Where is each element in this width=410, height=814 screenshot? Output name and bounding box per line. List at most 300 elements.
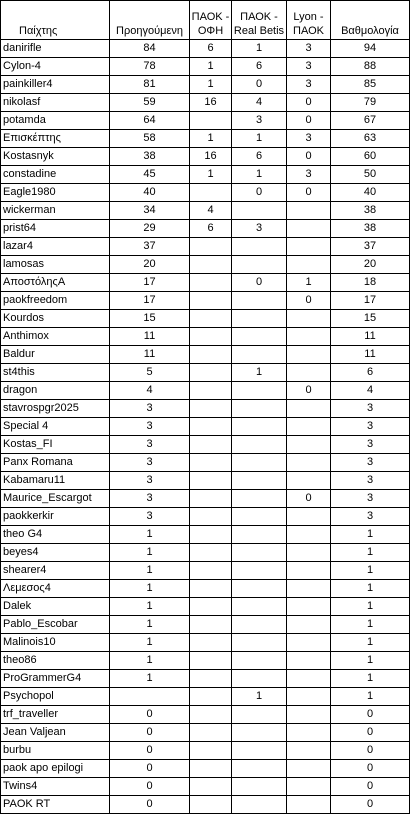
previous-points-cell: 0 (110, 706, 190, 724)
match-2-points-cell: 0 (232, 184, 287, 202)
previous-points-cell: 11 (110, 328, 190, 346)
match-3-points-cell (287, 472, 331, 490)
player-name-cell: lazar4 (1, 238, 110, 256)
previous-points-cell: 1 (110, 598, 190, 616)
match-3-points-cell (287, 796, 331, 814)
match-2-points-cell: 3 (232, 220, 287, 238)
match-2-points-cell (232, 652, 287, 670)
total-points-cell: 1 (331, 616, 410, 634)
total-points-cell: 0 (331, 778, 410, 796)
previous-points-cell: 0 (110, 742, 190, 760)
match-2-points-cell (232, 310, 287, 328)
match-2-points-cell (232, 580, 287, 598)
table-row (1, 418, 410, 436)
match-2-points-cell (232, 706, 287, 724)
table-row (1, 130, 410, 148)
total-points-cell: 1 (331, 598, 410, 616)
total-points-cell: 37 (331, 238, 410, 256)
match-1-points-cell (190, 328, 232, 346)
match-1-points-cell (190, 616, 232, 634)
table-row (1, 328, 410, 346)
total-points-cell: 3 (331, 436, 410, 454)
player-name-cell: ΑποστόληςΑ (1, 274, 110, 292)
match-2-points-cell (232, 742, 287, 760)
match-3-points-cell (287, 256, 331, 274)
table-row (1, 382, 410, 400)
match-2-points-cell (232, 796, 287, 814)
match-1-points-cell (190, 580, 232, 598)
previous-points-cell: 3 (110, 436, 190, 454)
match-2-points-cell (232, 436, 287, 454)
table-row (1, 472, 410, 490)
match-3-points-cell (287, 652, 331, 670)
match-3-points-cell (287, 508, 331, 526)
previous-points-cell: 1 (110, 652, 190, 670)
match-3-points-cell: 1 (287, 274, 331, 292)
total-points-cell: 1 (331, 652, 410, 670)
match-3-points-cell (287, 706, 331, 724)
table-row (1, 40, 410, 58)
match-2-points-cell: 0 (232, 76, 287, 94)
table-row (1, 274, 410, 292)
table-row (1, 508, 410, 526)
match-2-points-cell (232, 544, 287, 562)
player-name-cell: ProGrammerG4 (1, 670, 110, 688)
match-1-points-cell (190, 706, 232, 724)
match-2-points-cell (232, 724, 287, 742)
previous-points-cell: 1 (110, 526, 190, 544)
table-row (1, 778, 410, 796)
match-1-points-cell (190, 400, 232, 418)
player-name-cell: wickerman (1, 202, 110, 220)
previous-points-cell: 1 (110, 670, 190, 688)
match-1-points-cell (190, 112, 232, 130)
match-3-points-cell (287, 670, 331, 688)
player-name-cell: Psychopol (1, 688, 110, 706)
total-points-cell: 85 (331, 76, 410, 94)
table-row (1, 202, 410, 220)
table-row (1, 364, 410, 382)
match-3-points-cell (287, 616, 331, 634)
player-name-cell: Anthimox (1, 328, 110, 346)
table-row (1, 616, 410, 634)
player-name-cell: theo86 (1, 652, 110, 670)
match-1-points-cell (190, 670, 232, 688)
player-name-cell: beyes4 (1, 544, 110, 562)
player-name-cell: shearer4 (1, 562, 110, 580)
total-points-cell: 1 (331, 526, 410, 544)
match-1-points-cell (190, 472, 232, 490)
player-name-cell: dragon (1, 382, 110, 400)
total-points-cell: 0 (331, 742, 410, 760)
match-1-points-cell (190, 508, 232, 526)
match-2-points-cell: 3 (232, 112, 287, 130)
match-2-points-cell (232, 238, 287, 256)
table-row (1, 544, 410, 562)
previous-points-cell: 17 (110, 292, 190, 310)
header-total: Βαθμολογία (331, 1, 410, 40)
match-3-points-cell (287, 634, 331, 652)
total-points-cell: 60 (331, 148, 410, 166)
previous-points-cell (110, 688, 190, 706)
table-row (1, 256, 410, 274)
match-2-points-cell (232, 400, 287, 418)
match-3-points-cell (287, 364, 331, 382)
table-row (1, 148, 410, 166)
player-name-cell: paokfreedom (1, 292, 110, 310)
match-1-points-cell (190, 544, 232, 562)
player-name-cell: nikolasf (1, 94, 110, 112)
player-name-cell: Επισκέπτης (1, 130, 110, 148)
player-name-cell: trf_traveller (1, 706, 110, 724)
player-name-cell: potamda (1, 112, 110, 130)
player-name-cell: st4this (1, 364, 110, 382)
previous-points-cell: 1 (110, 580, 190, 598)
match-3-points-cell (287, 724, 331, 742)
table-row (1, 724, 410, 742)
match-3-points-cell (287, 436, 331, 454)
total-points-cell: 38 (331, 202, 410, 220)
table-row (1, 436, 410, 454)
match-1-points-cell: 1 (190, 130, 232, 148)
previous-points-cell: 1 (110, 634, 190, 652)
table-row (1, 184, 410, 202)
match-2-points-cell (232, 670, 287, 688)
match-1-points-cell (190, 418, 232, 436)
player-name-cell: Jean Valjean (1, 724, 110, 742)
table-row (1, 346, 410, 364)
match-1-points-cell (190, 688, 232, 706)
player-name-cell: Dalek (1, 598, 110, 616)
match-1-points-cell (190, 562, 232, 580)
table-row (1, 760, 410, 778)
total-points-cell: 0 (331, 760, 410, 778)
table-row (1, 526, 410, 544)
total-points-cell: 1 (331, 634, 410, 652)
header-match-1: ΠΑΟΚ - ΟΦΗ (190, 1, 232, 40)
match-2-points-cell (232, 598, 287, 616)
match-3-points-cell: 0 (287, 184, 331, 202)
match-1-points-cell: 16 (190, 148, 232, 166)
table-body (1, 40, 410, 814)
table-row (1, 58, 410, 76)
match-2-points-cell (232, 526, 287, 544)
total-points-cell: 67 (331, 112, 410, 130)
match-3-points-cell (287, 220, 331, 238)
player-name-cell: lamosas (1, 256, 110, 274)
match-1-points-cell (190, 436, 232, 454)
match-3-points-cell (287, 562, 331, 580)
match-1-points-cell (190, 184, 232, 202)
player-name-cell: Kourdos (1, 310, 110, 328)
total-points-cell: 79 (331, 94, 410, 112)
total-points-cell: 40 (331, 184, 410, 202)
previous-points-cell: 38 (110, 148, 190, 166)
table-row (1, 94, 410, 112)
previous-points-cell: 29 (110, 220, 190, 238)
match-3-points-cell: 3 (287, 76, 331, 94)
match-1-points-cell: 6 (190, 40, 232, 58)
total-points-cell: 3 (331, 454, 410, 472)
match-2-points-cell: 6 (232, 58, 287, 76)
match-3-points-cell (287, 202, 331, 220)
total-points-cell: 1 (331, 688, 410, 706)
previous-points-cell: 1 (110, 616, 190, 634)
match-3-points-cell (287, 778, 331, 796)
match-1-points-cell (190, 526, 232, 544)
player-name-cell: Malinois10 (1, 634, 110, 652)
total-points-cell: 1 (331, 670, 410, 688)
player-name-cell: prist64 (1, 220, 110, 238)
previous-points-cell: 40 (110, 184, 190, 202)
previous-points-cell: 0 (110, 760, 190, 778)
match-1-points-cell: 4 (190, 202, 232, 220)
match-1-points-cell (190, 778, 232, 796)
match-3-points-cell (287, 238, 331, 256)
match-2-points-cell (232, 292, 287, 310)
match-1-points-cell (190, 652, 232, 670)
match-3-points-cell (287, 346, 331, 364)
match-1-points-cell (190, 724, 232, 742)
match-3-points-cell: 0 (287, 112, 331, 130)
table-row (1, 76, 410, 94)
match-1-points-cell (190, 382, 232, 400)
table-row (1, 634, 410, 652)
total-points-cell: 17 (331, 292, 410, 310)
previous-points-cell: 0 (110, 724, 190, 742)
match-1-points-cell (190, 454, 232, 472)
previous-points-cell: 1 (110, 544, 190, 562)
match-2-points-cell (232, 778, 287, 796)
player-name-cell: painkiller4 (1, 76, 110, 94)
match-3-points-cell (287, 688, 331, 706)
previous-points-cell: 58 (110, 130, 190, 148)
match-2-points-cell (232, 202, 287, 220)
total-points-cell: 3 (331, 490, 410, 508)
previous-points-cell: 59 (110, 94, 190, 112)
header-row (1, 1, 410, 40)
match-3-points-cell: 3 (287, 58, 331, 76)
previous-points-cell: 3 (110, 418, 190, 436)
total-points-cell: 1 (331, 580, 410, 598)
match-3-points-cell (287, 454, 331, 472)
match-1-points-cell (190, 256, 232, 274)
player-name-cell: Maurice_Escargot (1, 490, 110, 508)
previous-points-cell: 4 (110, 382, 190, 400)
match-3-points-cell: 0 (287, 292, 331, 310)
match-2-points-cell (232, 562, 287, 580)
match-1-points-cell (190, 274, 232, 292)
header-match-3: Lyon - ΠΑΟΚ (287, 1, 331, 40)
player-name-cell: Kostas_FI (1, 436, 110, 454)
header-match-2: ΠΑΟΚ - Real Betis (232, 1, 287, 40)
previous-points-cell: 37 (110, 238, 190, 256)
total-points-cell: 50 (331, 166, 410, 184)
total-points-cell: 3 (331, 400, 410, 418)
previous-points-cell: 3 (110, 454, 190, 472)
total-points-cell: 0 (331, 796, 410, 814)
match-1-points-cell: 1 (190, 166, 232, 184)
match-1-points-cell (190, 634, 232, 652)
previous-points-cell: 64 (110, 112, 190, 130)
match-2-points-cell (232, 616, 287, 634)
player-name-cell: burbu (1, 742, 110, 760)
match-1-points-cell (190, 760, 232, 778)
match-3-points-cell (287, 526, 331, 544)
match-1-points-cell: 1 (190, 58, 232, 76)
match-2-points-cell: 6 (232, 148, 287, 166)
match-1-points-cell (190, 292, 232, 310)
match-2-points-cell: 4 (232, 94, 287, 112)
match-2-points-cell (232, 256, 287, 274)
table-row (1, 112, 410, 130)
match-3-points-cell (287, 598, 331, 616)
match-3-points-cell: 3 (287, 166, 331, 184)
previous-points-cell: 3 (110, 472, 190, 490)
match-3-points-cell: 3 (287, 40, 331, 58)
total-points-cell: 11 (331, 328, 410, 346)
player-name-cell: PAOK RT (1, 796, 110, 814)
total-points-cell: 3 (331, 472, 410, 490)
match-2-points-cell (232, 760, 287, 778)
player-name-cell: Panx Romana (1, 454, 110, 472)
match-2-points-cell (232, 508, 287, 526)
table-row (1, 796, 410, 814)
match-2-points-cell (232, 418, 287, 436)
match-3-points-cell (287, 544, 331, 562)
header-player: Παίχτης (1, 1, 110, 40)
total-points-cell: 0 (331, 706, 410, 724)
total-points-cell: 88 (331, 58, 410, 76)
header-previous: Προηγούμενη (110, 1, 190, 40)
player-name-cell: Special 4 (1, 418, 110, 436)
match-2-points-cell: 1 (232, 364, 287, 382)
player-name-cell: constadine (1, 166, 110, 184)
total-points-cell: 1 (331, 562, 410, 580)
previous-points-cell: 15 (110, 310, 190, 328)
match-2-points-cell (232, 328, 287, 346)
table-row (1, 310, 410, 328)
table-row (1, 454, 410, 472)
previous-points-cell: 17 (110, 274, 190, 292)
player-name-cell: Λεμεσος4 (1, 580, 110, 598)
match-2-points-cell: 1 (232, 688, 287, 706)
table-row (1, 688, 410, 706)
player-name-cell: Baldur (1, 346, 110, 364)
match-2-points-cell (232, 346, 287, 364)
match-2-points-cell: 1 (232, 166, 287, 184)
match-1-points-cell (190, 238, 232, 256)
match-3-points-cell: 0 (287, 382, 331, 400)
table-header (1, 1, 410, 40)
previous-points-cell: 34 (110, 202, 190, 220)
table-row (1, 562, 410, 580)
player-name-cell: theo G4 (1, 526, 110, 544)
match-1-points-cell (190, 364, 232, 382)
match-2-points-cell (232, 382, 287, 400)
total-points-cell: 94 (331, 40, 410, 58)
total-points-cell: 4 (331, 382, 410, 400)
player-name-cell: Kabamaru11 (1, 472, 110, 490)
match-3-points-cell: 0 (287, 490, 331, 508)
match-3-points-cell (287, 400, 331, 418)
player-name-cell: stavrospgr2025 (1, 400, 110, 418)
match-3-points-cell (287, 580, 331, 598)
total-points-cell: 63 (331, 130, 410, 148)
player-name-cell: Pablo_Escobar (1, 616, 110, 634)
player-name-cell: Cylon-4 (1, 58, 110, 76)
match-2-points-cell (232, 634, 287, 652)
total-points-cell: 3 (331, 508, 410, 526)
table-row (1, 238, 410, 256)
table-row (1, 400, 410, 418)
table-row (1, 670, 410, 688)
previous-points-cell: 84 (110, 40, 190, 58)
total-points-cell: 1 (331, 544, 410, 562)
player-name-cell: danirifle (1, 40, 110, 58)
previous-points-cell: 3 (110, 400, 190, 418)
match-1-points-cell (190, 346, 232, 364)
total-points-cell: 0 (331, 724, 410, 742)
table-row (1, 706, 410, 724)
match-3-points-cell (287, 310, 331, 328)
table-row (1, 490, 410, 508)
previous-points-cell: 0 (110, 796, 190, 814)
table-row (1, 580, 410, 598)
player-name-cell: Eagle1980 (1, 184, 110, 202)
previous-points-cell: 11 (110, 346, 190, 364)
match-2-points-cell: 1 (232, 40, 287, 58)
match-3-points-cell: 0 (287, 148, 331, 166)
table-row (1, 652, 410, 670)
total-points-cell: 11 (331, 346, 410, 364)
previous-points-cell: 1 (110, 562, 190, 580)
previous-points-cell: 0 (110, 778, 190, 796)
match-3-points-cell (287, 760, 331, 778)
match-1-points-cell: 1 (190, 76, 232, 94)
previous-points-cell: 81 (110, 76, 190, 94)
total-points-cell: 20 (331, 256, 410, 274)
match-3-points-cell (287, 742, 331, 760)
match-1-points-cell (190, 598, 232, 616)
previous-points-cell: 3 (110, 508, 190, 526)
previous-points-cell: 45 (110, 166, 190, 184)
previous-points-cell: 20 (110, 256, 190, 274)
total-points-cell: 38 (331, 220, 410, 238)
player-name-cell: paok apo epilogi (1, 760, 110, 778)
match-2-points-cell: 0 (232, 274, 287, 292)
match-1-points-cell (190, 490, 232, 508)
previous-points-cell: 3 (110, 490, 190, 508)
table-row (1, 742, 410, 760)
table-row (1, 292, 410, 310)
total-points-cell: 15 (331, 310, 410, 328)
match-1-points-cell (190, 796, 232, 814)
match-1-points-cell (190, 310, 232, 328)
player-name-cell: Twins4 (1, 778, 110, 796)
match-1-points-cell (190, 742, 232, 760)
total-points-cell: 6 (331, 364, 410, 382)
match-3-points-cell: 0 (287, 94, 331, 112)
table-row (1, 166, 410, 184)
match-2-points-cell (232, 454, 287, 472)
match-3-points-cell (287, 328, 331, 346)
match-2-points-cell: 1 (232, 130, 287, 148)
table-row (1, 220, 410, 238)
player-name-cell: paokkerkir (1, 508, 110, 526)
match-3-points-cell: 3 (287, 130, 331, 148)
match-2-points-cell (232, 472, 287, 490)
